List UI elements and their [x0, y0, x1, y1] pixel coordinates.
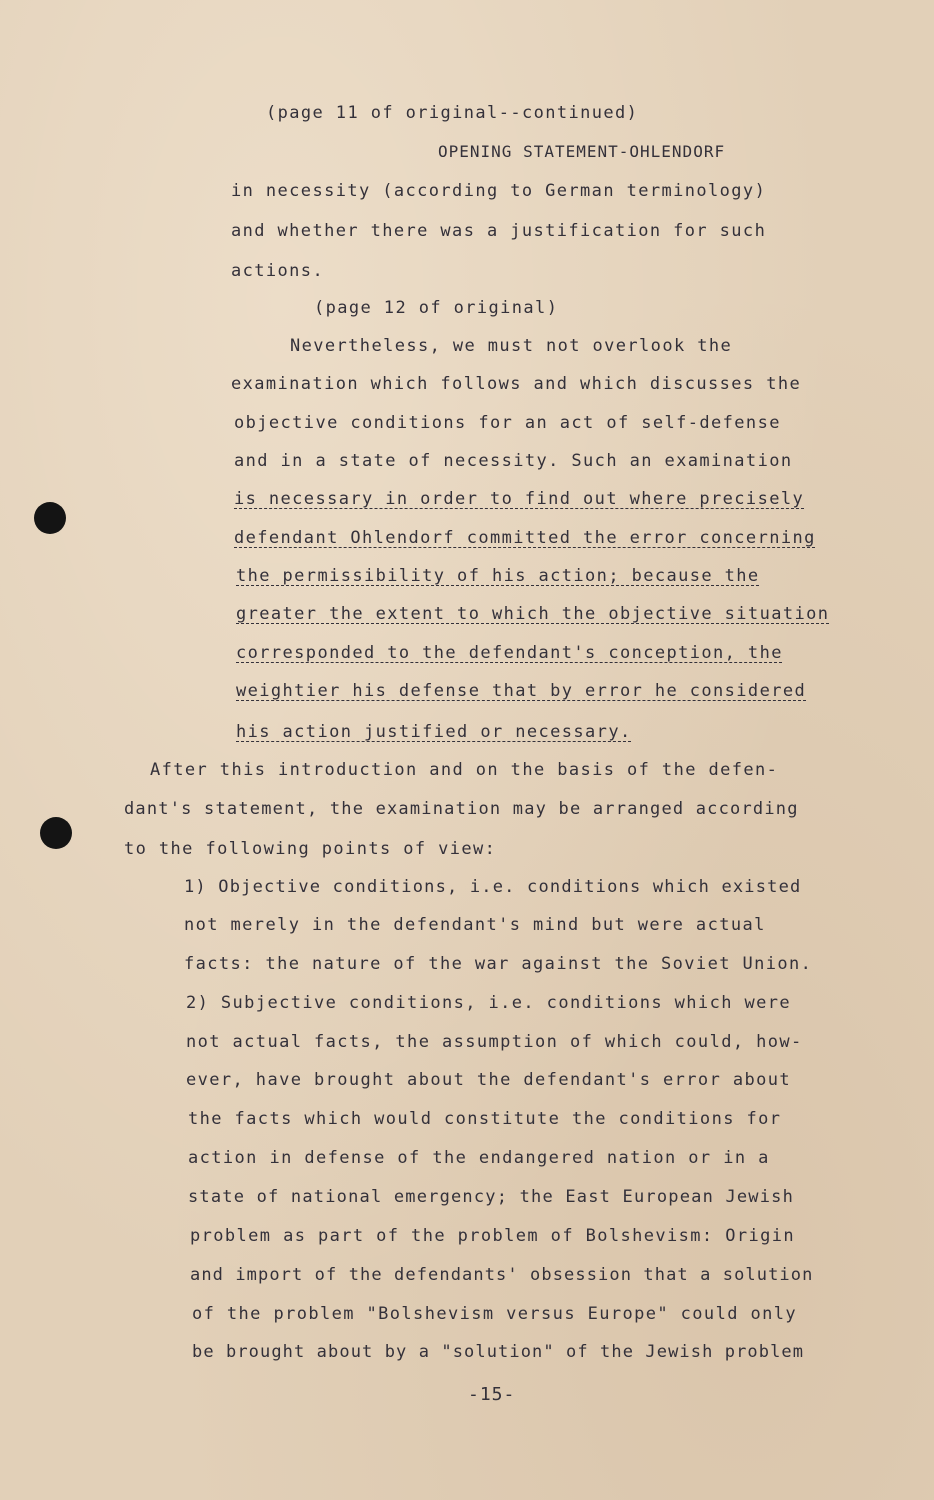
text-line: After this introduction and on the basis of the defen-: [150, 760, 779, 780]
text-line: Nevertheless, we must not overlook the: [290, 336, 733, 356]
text-line: facts: the nature of the war against the Soviet Union.: [184, 954, 813, 974]
text-line: not merely in the defendant's mind but were actual: [184, 915, 766, 935]
text-line: and in a state of necessity. Such an examination: [234, 451, 793, 471]
page-reference: (page 12 of original): [314, 298, 559, 318]
text-line: be brought about by a "solution" of the Jewish problem: [192, 1342, 805, 1362]
underlined-line: the permissibility of his action; because the: [236, 566, 760, 586]
punch-hole: [34, 502, 66, 534]
text-line: and whether there was a justification for such: [231, 221, 767, 241]
text-line: and import of the defendants' obsession that a solution: [190, 1265, 814, 1285]
underlined-line: weightier his defense that by error he considered: [236, 681, 807, 701]
text-line: the facts which would constitute the conditions for: [188, 1109, 782, 1129]
text-line: state of national emergency; the East European Jewish: [188, 1187, 795, 1207]
list-item-2: 2) Subjective conditions, i.e. conditions which were: [186, 993, 792, 1013]
underlined-line: greater the extent to which the objective situation: [236, 604, 830, 624]
text-line: action in defense of the endangered nation or in a: [188, 1148, 770, 1168]
header-note: (page 11 of original--continued): [266, 103, 639, 123]
text-line: dant's statement, the examination may be arranged according: [124, 799, 799, 819]
page-number: -15-: [468, 1384, 516, 1405]
punch-hole: [40, 817, 72, 849]
underlined-line: is necessary in order to find out where precisely: [234, 489, 805, 509]
text-line: not actual facts, the assumption of which could, how-: [186, 1032, 803, 1052]
text-line: objective conditions for an act of self-defense: [234, 413, 781, 433]
underlined-line: corresponded to the defendant's conception, the: [236, 643, 783, 663]
text-line: ever, have brought about the defendant's error about: [186, 1070, 792, 1090]
section-title: OPENING STATEMENT-OHLENDORF: [438, 142, 726, 161]
text-line: to the following points of view:: [124, 839, 497, 859]
text-line: problem as part of the problem of Bolshevism: Origin: [190, 1226, 796, 1246]
text-line: of the problem "Bolshevism versus Europe" could only: [192, 1304, 798, 1324]
underlined-line: defendant Ohlendorf committed the error concerning: [234, 528, 816, 548]
underlined-line: his action justified or necessary.: [236, 722, 632, 742]
list-item-1: 1) Objective conditions, i.e. conditions which existed: [184, 877, 802, 897]
text-line: examination which follows and which discusses the: [231, 374, 802, 394]
text-line: actions.: [231, 261, 325, 281]
text-line: in necessity (according to German terminology): [231, 181, 767, 201]
